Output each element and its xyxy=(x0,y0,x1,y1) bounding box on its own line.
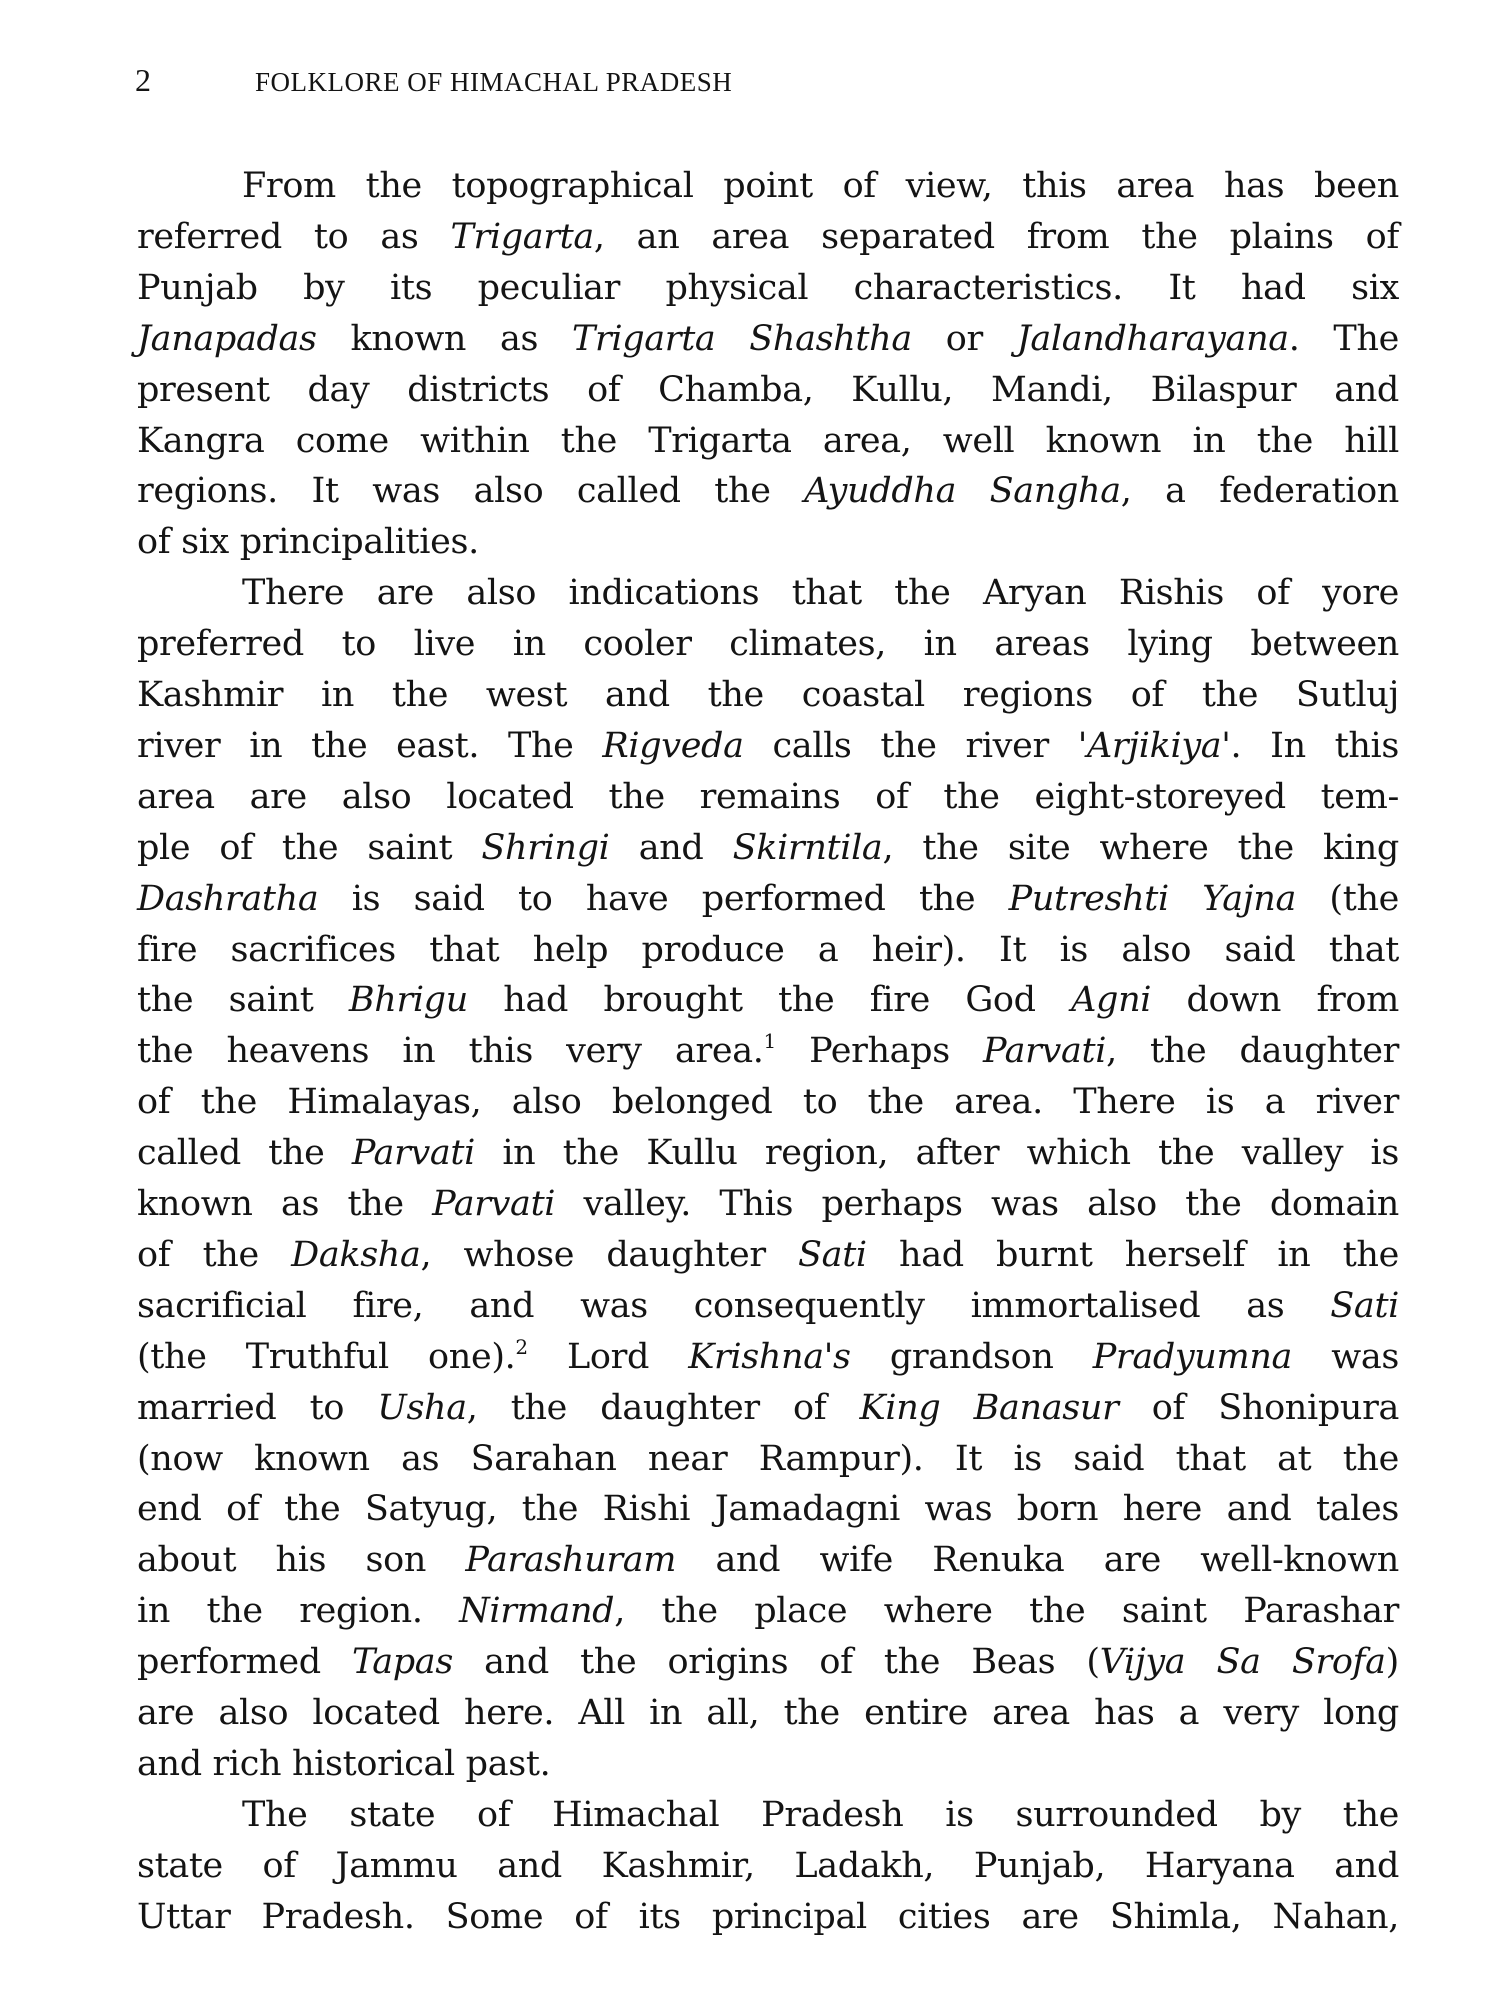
text-line: of six principalities. xyxy=(137,522,479,563)
text-line: the heavens in this very area.$^1$ Perhaps Parvati, the daughter xyxy=(137,1029,1399,1072)
text-line: married to Usha, the daughter of King Banasur of Shonipura xyxy=(137,1387,1399,1428)
text-line: Kashmir in the west and the coastal regions of the Sutluj xyxy=(137,675,1399,715)
text-line: Kangra come within the Trigarta area, well known in the hill xyxy=(137,420,1399,461)
text-line: ple of the saint Shringi and Skirntila, the site where the king xyxy=(137,827,1399,868)
text-line: and rich historical past. xyxy=(137,1743,551,1784)
text-line: (the Truthful one).$^2$ Lord Krishna's grandson Pradyumna was xyxy=(137,1334,1399,1377)
text-line: regions. It was also called the Ayuddha Sangha, a federation xyxy=(137,471,1399,512)
text-line: (now known as Sarahan near Rampur). It is said that at the xyxy=(137,1438,1399,1479)
text-line: the saint Bhrigu had brought the fire God Agni down from xyxy=(137,980,1399,1021)
text-line: are also located here. All in all, the entire area has a very long xyxy=(137,1693,1399,1733)
text-line: state of Jammu and Kashmir, Ladakh, Punjab, Haryana and xyxy=(137,1845,1399,1886)
running-head: FOLKLORE OF HIMACHAL PRADESH xyxy=(255,67,733,97)
text-line: The state of Himachal Pradesh is surrounded by the xyxy=(242,1794,1399,1835)
text-line: present day districts of Chamba, Kullu, Mandi, Bilaspur and xyxy=(137,369,1399,410)
text-line: about his son Parashuram and wife Renuka are well-known xyxy=(137,1540,1400,1581)
text-line: performed Tapas and the origins of the Beas (Vijya Sa Srofa) xyxy=(137,1642,1399,1683)
text-line: Punjab by its peculiar physical characteristics. It had six xyxy=(137,267,1399,308)
text-line: referred to as Trigarta, an area separated from the plains of xyxy=(137,216,1399,257)
page-number: 2 xyxy=(135,62,151,98)
page-header xyxy=(135,62,732,102)
text-line: sacrificial fire, and was consequently immortalised as Sati xyxy=(137,1285,1399,1326)
text-line: end of the Satyug, the Rishi Jamadagni was born here and tales xyxy=(137,1489,1399,1530)
text-line: Dashratha is said to have performed the Putreshti Yajna (the xyxy=(137,878,1399,919)
text-line: area are also located the remains of the eight-storeyed tem- xyxy=(137,776,1399,817)
text-line: fire sacrifices that help produce a heir). It is also said that xyxy=(137,929,1399,970)
text-line: called the Parvati in the Kullu region, after which the valley is xyxy=(137,1133,1399,1174)
text-line: of the Himalayas, also belonged to the area. There is a river xyxy=(137,1082,1399,1123)
text-line: of the Daksha, whose daughter Sati had burnt herself in the xyxy=(137,1234,1399,1275)
text-line: in the region. Nirmand, the place where the saint Parashar xyxy=(137,1591,1399,1632)
text-line: From the topographical point of view, this area has been xyxy=(242,166,1399,206)
text-line: Janapadas known as Trigarta Shashtha or Jalandharayana. The xyxy=(137,318,1399,359)
text-line: river in the east. The Rigveda calls the river 'Arjikiya'. In this xyxy=(137,725,1399,766)
text-line: preferred to live in cooler climates, in areas lying between xyxy=(137,624,1399,665)
text-line: Uttar Pradesh. Some of its principal cities are Shimla, Nahan, xyxy=(137,1896,1399,1937)
text-line: known as the Parvati valley. This perhaps was also the domain xyxy=(137,1184,1400,1224)
text-line: There are also indications that the Aryan Rishis of yore xyxy=(242,573,1399,614)
